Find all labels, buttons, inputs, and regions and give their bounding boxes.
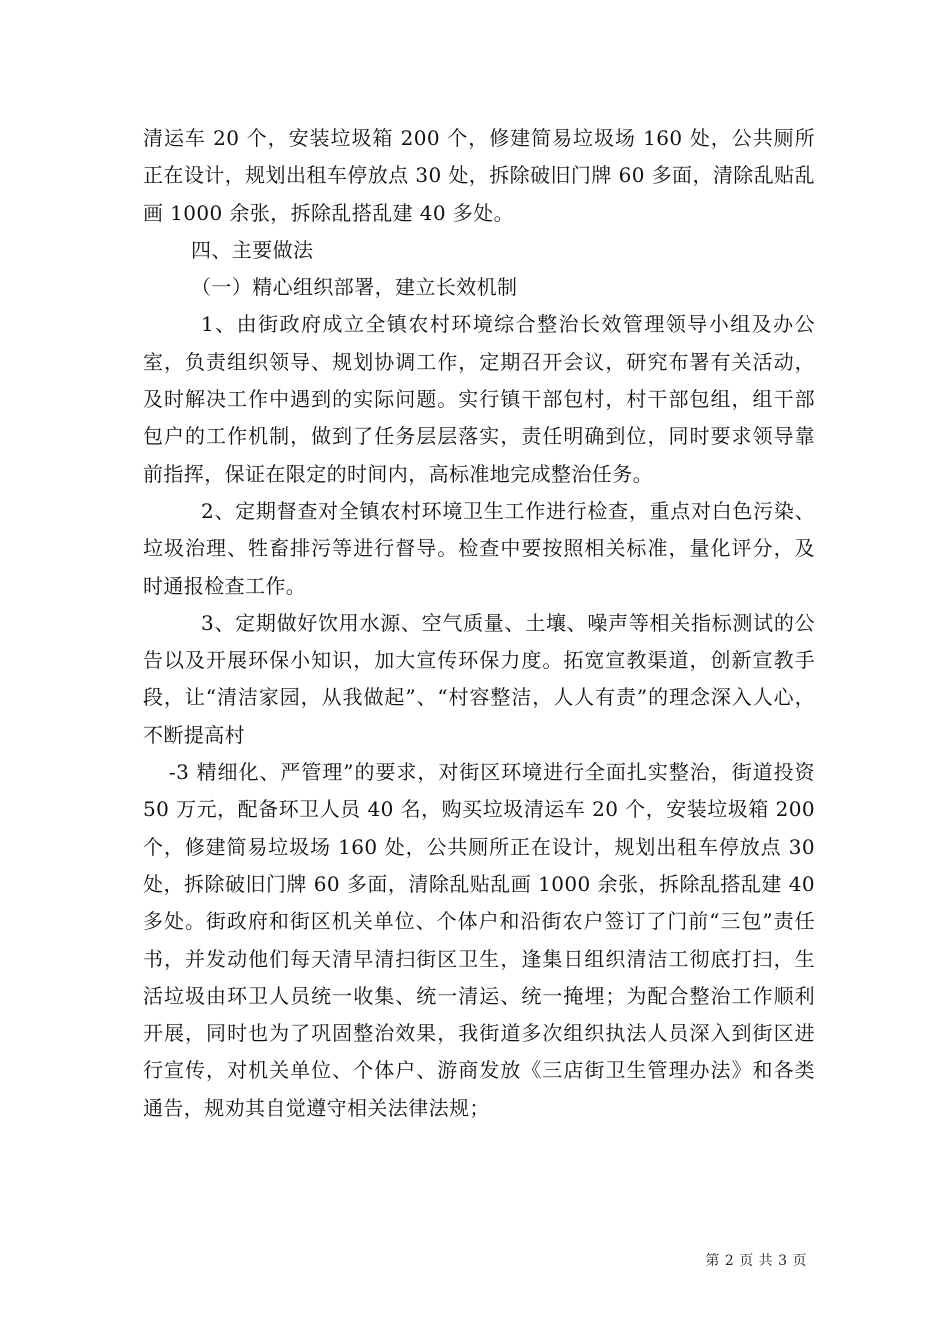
subsection-heading: （一）精心组织部署，建立长效机制 xyxy=(191,275,518,300)
section-heading: 四、主要做法 xyxy=(191,237,314,262)
page-number: 第 2 页 共 3 页 xyxy=(705,1253,807,1269)
document-body xyxy=(143,120,815,1127)
paragraph-continuation: 清运车 20 个，安装垃圾箱 200 个，修建简易垃圾场 160 处，公共厕所正在设计，规划出租车停放点 30 处，拆除破旧门牌 60 多面，清除乱贴乱画 1000 余张，拆除乱搭乱建 40 多处。 xyxy=(143,126,815,225)
paragraph-fragment: -3 精细化、严管理”的要求，对街区环境进行全面扎实整治，街道投资 50 万元，配备环卫人员 40 名，购买垃圾清运车 20 个，安装垃圾箱 200 个，修建简易垃圾场 160 处，公共厕所正在设计，规划出租车停放点 30 处，拆除破旧门牌 60 多面，清除乱贴乱画 1000 余张，拆除乱搭乱建 40 多处。街政府和街区机关单位、个体户和沿街农户签订了门前“三包”责任书，并发动他们每天清早清扫街区卫生，逢集日组织清洁工彻底打扫，生活垃圾由环卫人员统一收集、统一清运、统一掩埋；为配合整治工作顺利开展，同时也为了巩固整治效果，我街道多次组织执法人员深入到街区进行宣传，对机关单位、个体户、游商发放《三店街卫生管理办法》和各类通告，规劝其自觉遵守相关法律法规； xyxy=(143,760,815,1120)
paragraph-item-3: 3、定期做好饮用水源、空气质量、土壤、噪声等相关指标测试的公告以及开展环保小知识，加大宣传环保力度。拓宽宣教渠道，创新宣教手段，让“清洁家园，从我做起”、“村容整洁，人人有责”的理念深入人心，不断提高村 xyxy=(143,610,815,747)
paragraph-item-1: 1、由街政府成立全镇农村环境综合整治长效管理领导小组及办公室，负责组织领导、规划协调工作，定期召开会议，研究布署有关活动，及时解决工作中遇到的实际问题。实行镇干部包村，村干部包组，组干部包户的工作机制，做到了任务层层落实，责任明确到位，同时要求领导靠前指挥，保证在限定的时间内，高标准地完成整治任务。 xyxy=(143,312,815,486)
paragraph-item-2: 2、定期督查对全镇农村环境卫生工作进行检查，重点对白色污染、垃圾治理、牲畜排污等进行督导。检查中要按照相关标准，量化评分，及时通报检查工作。 xyxy=(143,498,815,598)
